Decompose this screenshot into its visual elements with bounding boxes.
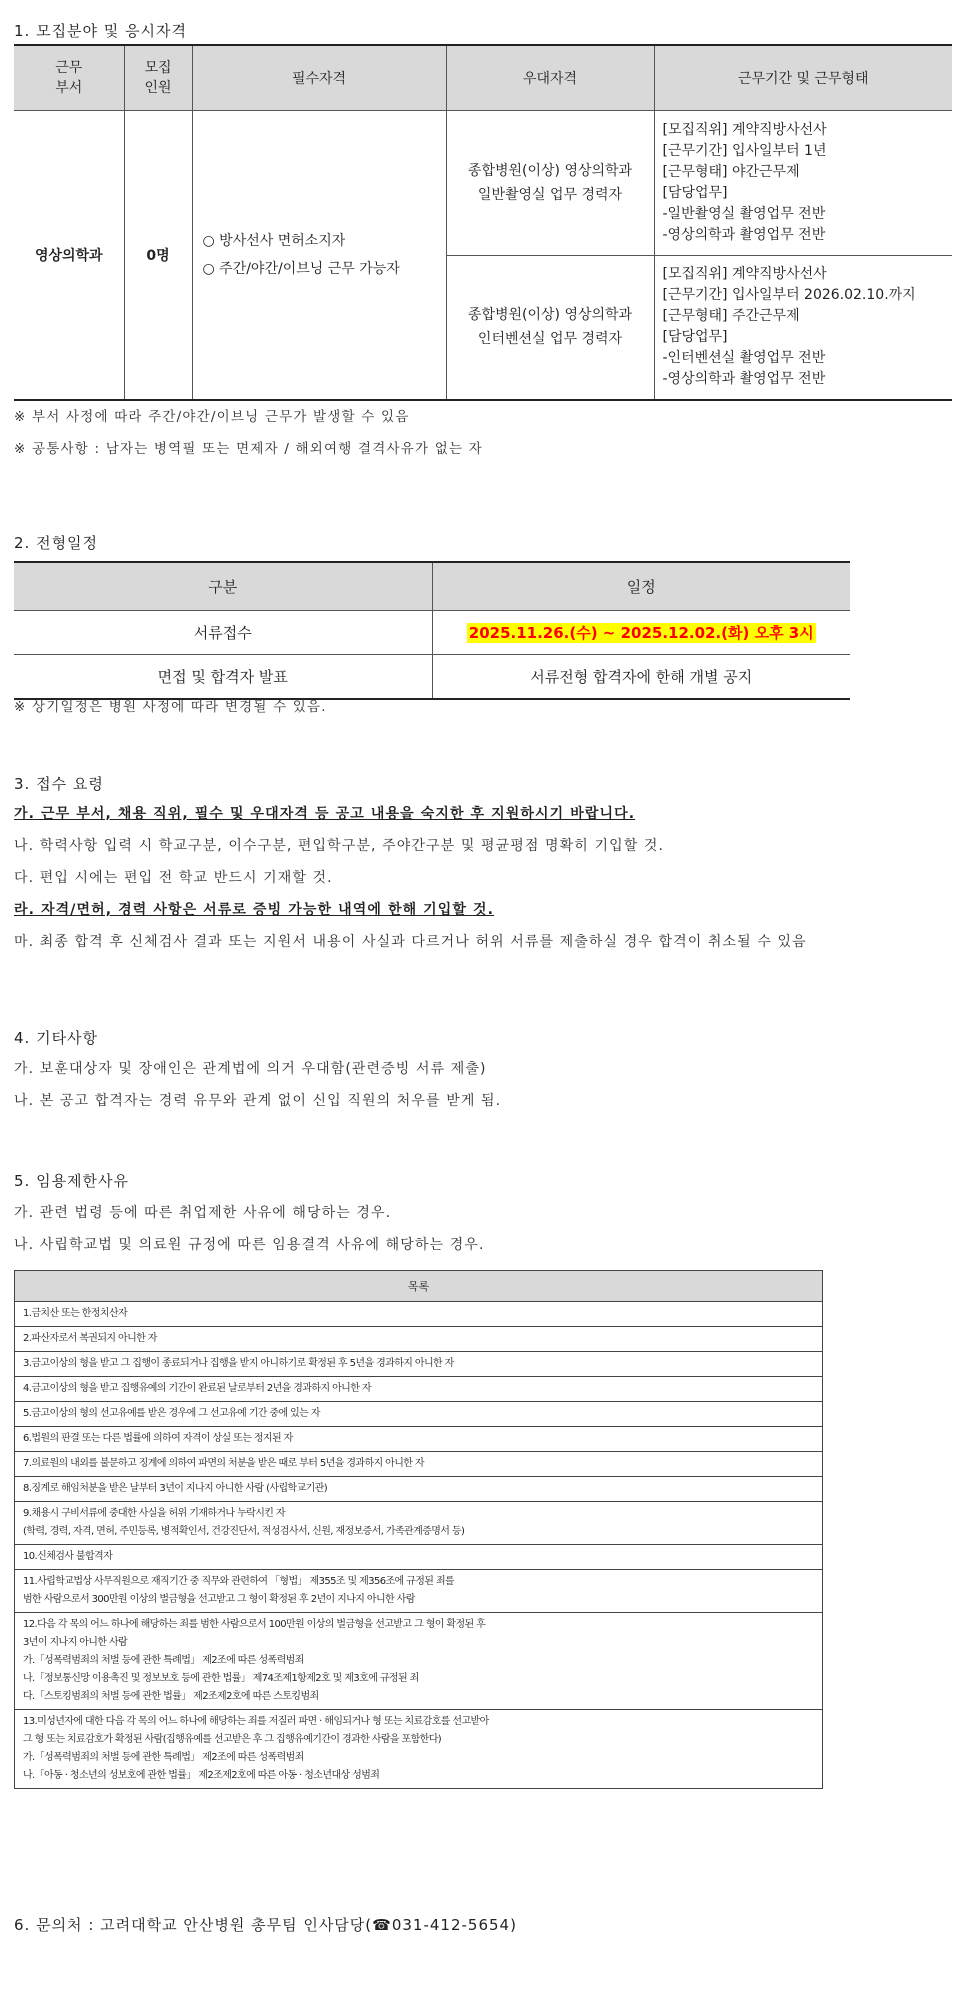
restriction-line: 13.미성년자에 대한 다음 각 목의 어느 하나에 해당하는 죄를 저질러 파면 · 해임되거나 형 또는 치료감호를 선고받아 xyxy=(23,1716,489,1727)
restriction-line: 가.「성폭력범죄의 처벌 등에 관한 특례법」 제2조에 따른 성폭력범죄 xyxy=(23,1752,304,1763)
period-line: [모집직위] 계약직방사선사 xyxy=(662,121,827,138)
restriction-line: 10.신체검사 불합격자 xyxy=(23,1551,113,1562)
table-row xyxy=(15,1452,823,1477)
required-item: ○ 방사선사 면허소지자 xyxy=(202,232,346,249)
table-row xyxy=(15,1377,823,1402)
section-title-etc: 4. 기타사항 xyxy=(14,1029,99,1047)
application-period-highlight: 2025.11.26.(수) ~ 2025.12.02.(화) 오후 3시 xyxy=(468,624,814,642)
restrict-intro: 가. 관련 법령 등에 따른 취업제한 사유에 해당하는 경우. xyxy=(14,1205,392,1221)
restriction-line: 8.징계로 해임처분을 받은 날부터 3년이 지나지 아니한 사람 (사립학교기관) xyxy=(23,1483,328,1494)
restriction-line: 5.금고이상의 형의 선고유예를 받은 경우에 그 선고유예 기간 중에 있는 자 xyxy=(23,1408,320,1419)
required-cell xyxy=(192,110,446,400)
section-title-schedule: 2. 전형일정 xyxy=(14,534,99,552)
preferred-line: 종합병원(이상) 영상의학과 xyxy=(467,162,633,179)
table-row xyxy=(15,1477,823,1502)
header-count: 모집 인원 xyxy=(124,45,192,110)
header-category: 구분 xyxy=(14,562,432,611)
restriction-item xyxy=(15,1352,823,1377)
preferred-line: 일반촬영실 업무 경력자 xyxy=(477,186,623,203)
period-line: -영상의학과 촬영업무 전반 xyxy=(662,371,826,388)
schedule-date-cell: 서류전형 합격자에 한해 개별 공지 xyxy=(432,655,850,700)
table-row xyxy=(15,1570,823,1613)
restriction-item xyxy=(15,1427,823,1452)
restriction-item xyxy=(15,1613,823,1710)
period-line: [근무형태] 주간근무제 xyxy=(662,308,800,325)
restriction-item xyxy=(15,1502,823,1545)
etc-item: 나. 본 공고 합격자는 경력 유무와 관계 없이 신입 직원의 처우를 받게 됨. xyxy=(14,1093,502,1109)
section-title-restrictions: 5. 임용제한사유 xyxy=(14,1172,130,1190)
schedule-date-cell xyxy=(432,611,850,655)
guide-item: 라. 자격/면허, 경력 사항은 서류로 증빙 가능한 내역에 한해 기입할 것. xyxy=(14,902,495,918)
period-cell-2 xyxy=(654,255,952,400)
restriction-line: (학력, 경력, 자격, 면허, 주민등록, 병적확인서, 건강진단서, 적성검사서, 신원, 재정보증서, 가족관계증명서 등) xyxy=(23,1526,465,1537)
header-dept: 근무 부서 xyxy=(14,45,124,110)
restriction-line: 3년이 지나지 아니한 사람 xyxy=(23,1637,128,1648)
etc-item: 가. 보훈대상자 및 장애인은 관계법에 의거 우대함(관련증빙 서류 제출) xyxy=(14,1061,487,1077)
restriction-item xyxy=(15,1402,823,1427)
restrict-intro: 나. 사립학교법 및 의료원 규정에 따른 임용결격 사유에 해당하는 경우. xyxy=(14,1237,485,1253)
guide-item: 다. 편입 시에는 편입 전 학교 반드시 기재할 것. xyxy=(14,870,333,886)
table-row xyxy=(15,1502,823,1545)
guide-item: 마. 최종 합격 후 신체검사 결과 또는 지원서 내용이 사실과 다르거나 허위 서류를 제출하실 경우 합격이 취소될 수 있음 xyxy=(14,934,807,950)
period-line: [모집직위] 계약직방사선사 xyxy=(662,266,827,283)
restriction-line: 다.「스토킹범죄의 처벌 등에 관한 법률」 제2조제2호에 따른 스토킹범죄 xyxy=(23,1691,319,1702)
restriction-line: 그 형 또는 치료감호가 확정된 사람(집행유예를 선고받은 후 그 집행유예기간이 경과한 사람을 포함한다) xyxy=(23,1734,442,1745)
schedule-category: 면접 및 합격자 발표 xyxy=(14,655,432,700)
restriction-line: 12.다음 각 목의 어느 하나에 해당하는 죄를 범한 사람으로서 100만원 이상의 벌금형을 선고받고 그 형이 확정된 후 xyxy=(23,1619,486,1630)
required-item: ○ 주간/야간/이브닝 근무 가능자 xyxy=(202,260,400,277)
restriction-line: 나.「아동 · 청소년의 성보호에 관한 법률」 제2조제2호에 따른 아동 · 청소년대상 성범죄 xyxy=(23,1770,380,1781)
section-title-recruitment: 1. 모집분야 및 응시자격 xyxy=(14,22,188,40)
count-cell: 0명 xyxy=(124,110,192,400)
schedule-table xyxy=(14,561,850,700)
restriction-line: 3.금고이상의 형을 받고 그 집행이 종료되거나 집행을 받지 아니하기로 확정된 후 5년을 경과하지 아니한 자 xyxy=(23,1358,454,1369)
restriction-item xyxy=(15,1710,823,1789)
restriction-item xyxy=(15,1570,823,1613)
contact-label: 6. 문의처 : 고려대학교 안산병원 총무팀 인사담당( xyxy=(14,1916,373,1934)
header-preferred: 우대자격 xyxy=(446,45,654,110)
period-line: [담당업무] xyxy=(662,329,728,346)
section-title-application: 3. 접수 요령 xyxy=(14,775,104,793)
restriction-item xyxy=(15,1327,823,1352)
preferred-line: 인터벤션실 업무 경력자 xyxy=(477,331,623,348)
restriction-line: 9.채용시 구비서류에 중대한 사실을 허위 기재하거나 누락시킨 자 xyxy=(23,1508,285,1519)
period-line: -인터벤션실 촬영업무 전반 xyxy=(662,350,826,367)
preferred-line: 종합병원(이상) 영상의학과 xyxy=(467,307,633,324)
guide-item: 가. 근무 부서, 채용 직위, 필수 및 우대자격 등 공고 내용을 숙지한 후 지원하시기 바랍니다. xyxy=(14,806,636,822)
header-schedule: 일정 xyxy=(432,562,850,611)
preferred-cell-1 xyxy=(446,110,654,255)
preferred-cell-2 xyxy=(446,255,654,400)
schedule-category: 서류접수 xyxy=(14,611,432,655)
restriction-item xyxy=(15,1452,823,1477)
period-line: -일반촬영실 촬영업무 전반 xyxy=(662,205,826,222)
table-row xyxy=(15,1613,823,1710)
period-line: [담당업무] xyxy=(662,184,728,201)
note-schedule: ※ 상기일정은 병원 사정에 따라 변경될 수 있음. xyxy=(14,699,327,715)
period-line: [근무형태] 야간근무제 xyxy=(662,163,800,180)
restriction-line: 2.파산자로서 복권되지 아니한 자 xyxy=(23,1333,157,1344)
note-shift: ※ 부서 사정에 따라 주간/야간/이브닝 근무가 발생할 수 있음 xyxy=(14,409,410,425)
table-row xyxy=(15,1545,823,1570)
table-row xyxy=(15,1427,823,1452)
table-row xyxy=(15,1302,823,1327)
dept-cell: 영상의학과 xyxy=(14,110,124,400)
phone-icon: ☎ xyxy=(372,1916,392,1934)
restriction-line: 4.금고이상의 형을 받고 집행유예의 기간이 완료된 날로부터 2년을 경과하지 아니한 자 xyxy=(23,1383,371,1394)
restriction-line: 7.의료원의 내외를 불문하고 징계에 의하여 파면의 처분을 받은 때로 부터 5년을 경과하지 아니한 자 xyxy=(23,1458,424,1469)
period-line: [근무기간] 입사일부터 1년 xyxy=(662,142,827,159)
header-period: 근무기간 및 근무형태 xyxy=(654,45,952,110)
period-cell-1 xyxy=(654,110,952,255)
restriction-item xyxy=(15,1477,823,1502)
period-line: -영상의학과 촬영업무 전반 xyxy=(662,226,826,243)
table-row xyxy=(15,1327,823,1352)
restriction-line: 가.「성폭력범죄의 처벌 등에 관한 특례법」 제2조에 따른 성폭력범죄 xyxy=(23,1655,304,1666)
list-header: 목록 xyxy=(15,1271,823,1302)
guide-item: 나. 학력사항 입력 시 학교구분, 이수구분, 편입학구분, 주야간구분 및 평균평점 명확히 기입할 것. xyxy=(14,838,665,854)
note-common: ※ 공통사항 : 남자는 병역필 또는 면제자 / 해외여행 결격사유가 없는 자 xyxy=(14,441,483,457)
contact-phone: 031-412-5654) xyxy=(391,1916,517,1934)
restriction-line: 6.법원의 판결 또는 다른 법률에 의하여 자격이 상실 또는 정지된 자 xyxy=(23,1433,293,1444)
restriction-item xyxy=(15,1545,823,1570)
header-required: 필수자격 xyxy=(192,45,446,110)
restriction-item xyxy=(15,1302,823,1327)
table-row xyxy=(15,1402,823,1427)
restriction-line: 11.사립학교법상 사무직원으로 재직기간 중 직무와 관련하여 「형법」 제355조 및 제356조에 규정된 죄를 xyxy=(23,1576,455,1587)
contact-line xyxy=(14,1914,517,1935)
restriction-line: 범한 사람으로서 300만원 이상의 벌금형을 선고받고 그 형이 확정된 후 2년이 지나지 아니한 사람 xyxy=(23,1594,415,1605)
restriction-line: 1.금치산 또는 한정치산자 xyxy=(23,1308,128,1319)
restriction-item xyxy=(15,1377,823,1402)
restriction-list-table xyxy=(14,1270,823,1789)
period-line: [근무기간] 입사일부터 2026.02.10.까지 xyxy=(662,287,916,304)
recruitment-table xyxy=(14,44,952,401)
table-row xyxy=(15,1352,823,1377)
table-row xyxy=(15,1710,823,1789)
restriction-line: 나.「정보통신망 이용촉진 및 정보보호 등에 관한 법률」 제74조제1항제2호 및 제3호에 규정된 죄 xyxy=(23,1673,419,1684)
